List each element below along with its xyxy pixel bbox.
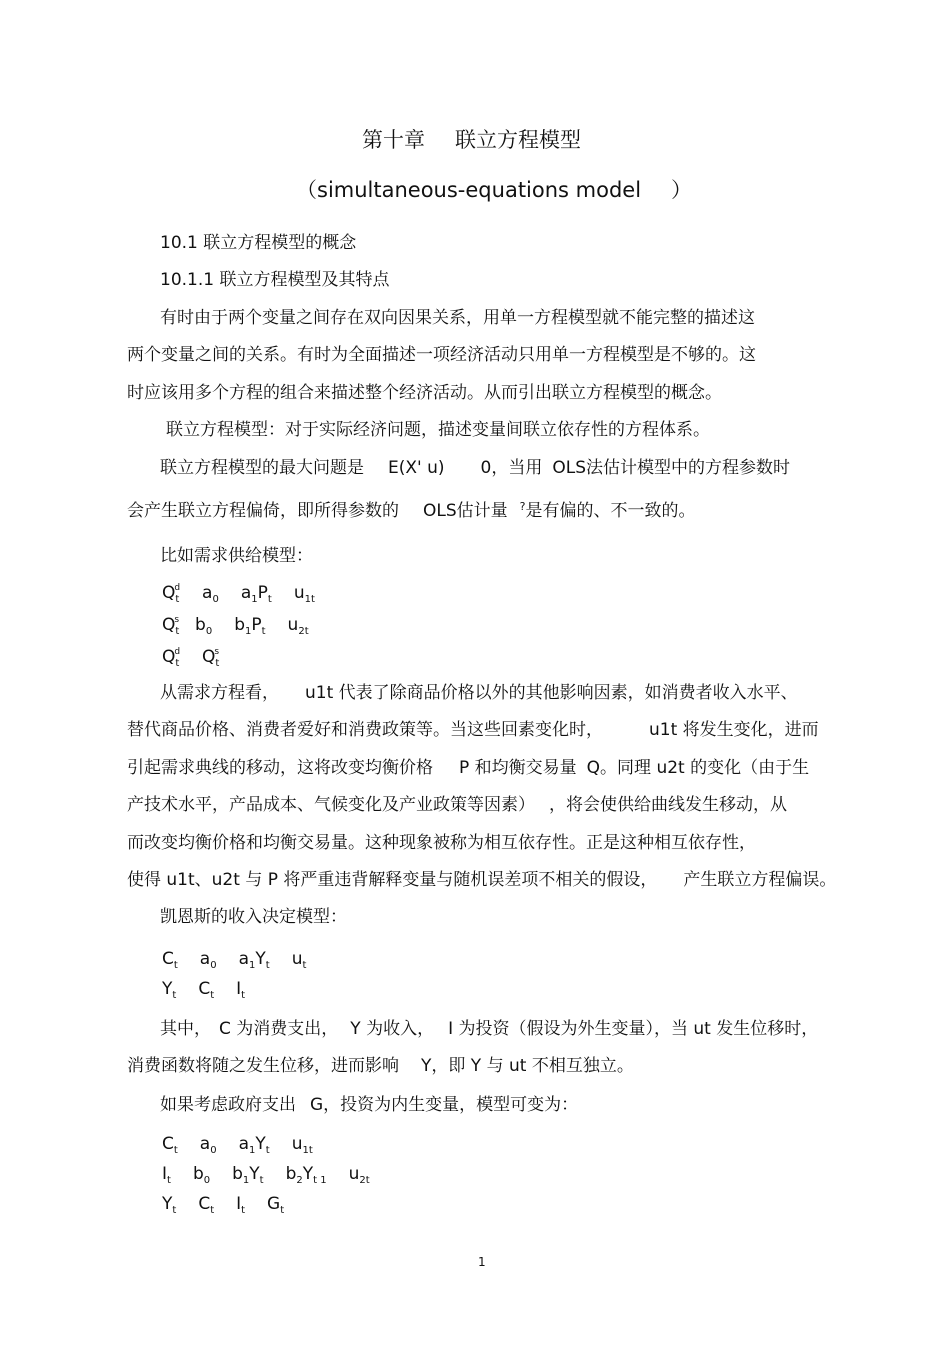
- gov-income-identity: Y t C t I t G t: [162, 1194, 285, 1216]
- chapter-number: 第十章: [362, 128, 425, 152]
- chapter-subtitle: （simultaneous-equations model ）: [296, 178, 693, 202]
- paragraph-line: 时应该用多个方程的组合来描述整个经济活动。从而引出联立方程模型的概念。: [127, 383, 722, 403]
- paragraph-line: 从需求方程看， u1t 代表了除商品价格以外的其他影响因素，如消费者收入水平、: [160, 683, 798, 703]
- definition: 联立方程模型：对于实际经济问题，描述变量间联立依存性的方程体系。: [166, 420, 710, 440]
- paragraph-line: 消费函数将随之发生位移，进而影响 Y，即 Y 与 ut 不相互独立。: [127, 1056, 634, 1076]
- supply-equation: Q t s b 0 b 1 P t u 2t: [162, 615, 309, 637]
- example-intro: 比如需求供给模型：: [160, 546, 313, 566]
- chapter-title: [362, 130, 581, 151]
- paragraph-line: 其中， C 为消费支出， Y 为收入， I 为投资（假设为外生变量），当 ut 发生位移时，: [160, 1019, 819, 1039]
- problem-line-1: 联立方程模型的最大问题是 E(X' u) 0，当用 OLS法估计模型中的方程参数时: [160, 458, 790, 478]
- paragraph-line: 两个变量之间的关系。有时为全面描述一项经济活动只用单一方程模型是不够的。这: [127, 345, 756, 365]
- english-title: simultaneous-equations model: [317, 178, 642, 202]
- subsection-heading: 10.1.1 联立方程模型及其特点: [160, 270, 390, 290]
- government-intro: 如果考虑政府支出 G，投资为内生变量，模型可变为：: [160, 1095, 579, 1115]
- demand-equation: Q t d a 0 a 1 P t u 1t: [162, 583, 315, 605]
- gov-consumption-equation: C t a 0 a 1 Y t u 1t: [162, 1134, 313, 1156]
- chapter-name: 联立方程模型: [455, 128, 581, 152]
- equilibrium-equation: Q t d Q t s: [162, 647, 220, 669]
- section-heading: 10.1 联立方程模型的概念: [160, 233, 357, 253]
- paragraph-line: 替代商品价格、消费者爱好和消费政策等。当这些回素变化时， u1t 将发生变化，进而: [127, 720, 819, 740]
- paragraph-line: 引起需求典线的移动，这将改变均衡价格 P 和均衡交易量 Q。同理 u2t 的变化（由于生: [127, 758, 810, 778]
- paragraph-line: 使得 u1t、u2t 与 P 将严重违背解释变量与随机误差项不相关的假设， 产生联立方程偏误。: [127, 870, 837, 890]
- problem-line-2: 会产生联立方程偏倚，即所得参数的 OLS估计量 ?是有偏的、不一致的。: [127, 500, 696, 521]
- keynes-intro: 凯恩斯的收入决定模型：: [160, 907, 347, 927]
- expectation-expr: E(X' u): [388, 458, 445, 478]
- consumption-equation: C t a 0 a 1 Y t u t: [162, 949, 307, 971]
- paragraph-line: 而改变均衡价格和均衡交易量。这种现象被称为相互依存性。正是这种相互依存性，: [127, 833, 756, 853]
- page-number: 1: [478, 1255, 486, 1269]
- paragraph-line: 有时由于两个变量之间存在双向因果关系，用单一方程模型就不能完整的描述这: [160, 308, 755, 328]
- paragraph-line: 产技术水平，产品成本、气候变化及产业政策等因素） ，将会使供给曲线发生移动，从: [127, 795, 787, 815]
- gov-investment-equation: I t b 0 b 1 Y t b 2 Y t 1 u 2t: [162, 1164, 370, 1186]
- income-identity: Y t C t I t: [162, 979, 246, 1001]
